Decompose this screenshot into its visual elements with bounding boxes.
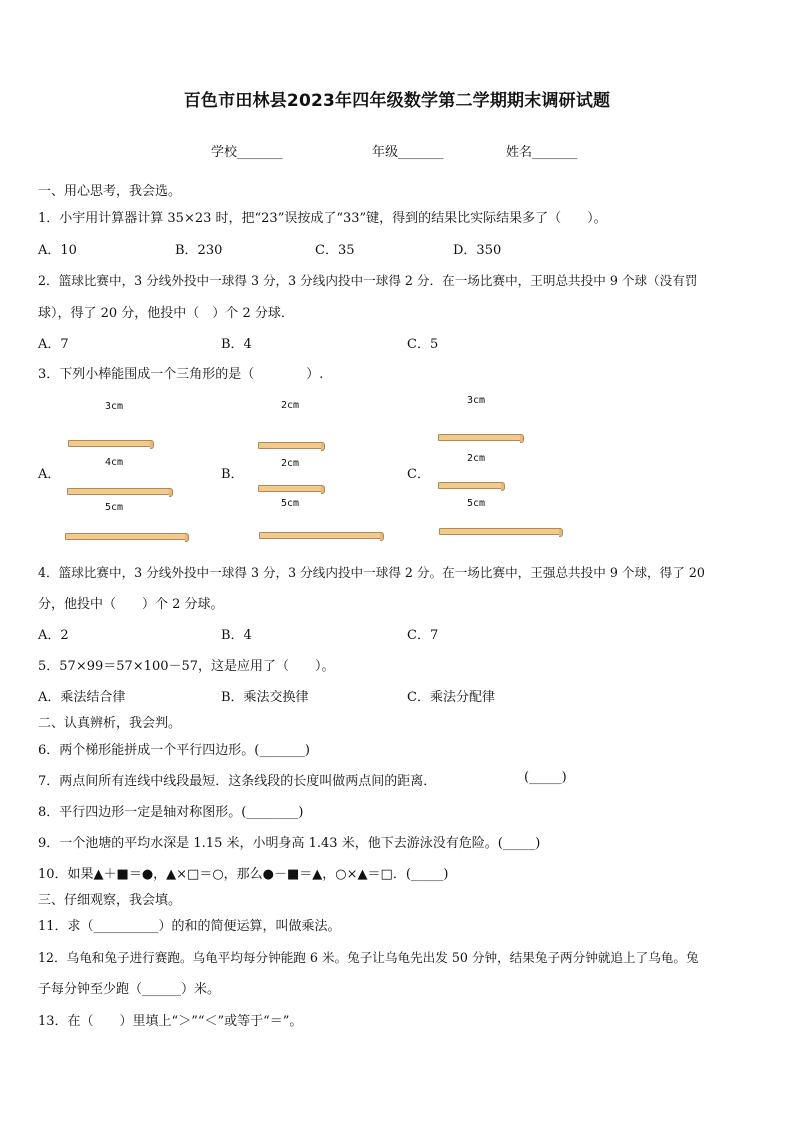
question-10: 10．如果▲＋■＝●，▲×□＝○，那么●－■＝▲，○×▲＝□．(_____): [38, 867, 449, 882]
q2-option-c: C．5: [407, 337, 439, 352]
question-9: 9．一个池塘的平均水深是 1.15 米，小明身高 1.43 米，他下去游泳没有危险。(_____): [38, 836, 541, 851]
q3-a-stick-2: [67, 488, 171, 495]
page-title: 百色市田林县2023年四年级数学第二学期期末调研试题: [183, 91, 611, 111]
q3-a-stick-1-length: 3cm: [105, 401, 124, 412]
question-1: 1．小宇用计算器计算 35×23 时，把“23”误按成了“33”键，得到的结果比实际结果多了（ ）。: [38, 211, 607, 226]
question-5: 5．57×99＝57×100－57，这是应用了（ ）。: [38, 659, 335, 674]
q3-c-stick-1-length: 3cm: [467, 395, 486, 406]
q2-option-a: A．7: [38, 337, 69, 352]
q3-option-a-label: A．: [38, 467, 61, 482]
q3-c-stick-1: [438, 434, 522, 441]
q4-option-b: B．4: [221, 628, 252, 643]
q3-c-stick-3-length: 5cm: [467, 498, 486, 509]
q1-option-c: C．35: [315, 243, 355, 258]
school-field: 学校_______: [211, 145, 283, 160]
question-8: 8．平行四边形一定是轴对称图形。(________): [38, 805, 304, 820]
q4-option-a: A．2: [38, 628, 69, 643]
question-3: 3．下列小棒能围成一个三角形的是（ ）.: [38, 367, 324, 382]
question-2-line-1: 2．篮球比赛中，3 分线外投中一球得 3 分，3 分线内投中一球得 2 分．在一场比赛中，王明总共投中 9 个球（没有罚: [38, 273, 698, 288]
q3-b-stick-2-length: 2cm: [281, 458, 300, 469]
q3-c-stick-3: [439, 528, 561, 535]
question-6: 6．两个梯形能拼成一个平行四边形。(_______): [38, 743, 310, 758]
q3-a-stick-1: [68, 440, 152, 447]
q1-option-a: A．10: [38, 243, 77, 258]
q4-option-c: C．7: [407, 628, 439, 643]
q5-option-a: A．乘法结合律: [38, 690, 126, 705]
section-1-heading: 一、用心思考，我会选。: [38, 184, 182, 199]
question-2-line-2: 球），得了 20 分，他投中（ ）个 2 分球．: [38, 306, 294, 321]
q3-b-stick-1: [258, 442, 323, 449]
question-4-line-2: 分，他投中（ ）个 2 分球。: [38, 597, 224, 612]
section-3-heading: 三、仔细观察，我会填。: [38, 893, 182, 908]
question-12-line-2: 子每分钟至少跑（______）米。: [38, 982, 221, 997]
question-4-line-1: 4．篮球比赛中，3 分线外投中一球得 3 分，3 分线内投中一球得 2 分。在一场比赛中，王强总共投中 9 个球，得了 20: [38, 565, 705, 580]
q3-c-stick-2: [438, 482, 503, 489]
q5-option-c: C．乘法分配律: [407, 690, 495, 705]
question-11: 11．求（__________）的和的简便运算，叫做乘法。: [38, 919, 341, 934]
q3-option-c-label: C．: [407, 467, 430, 482]
q3-c-stick-2-length: 2cm: [467, 453, 486, 464]
name-field: 姓名_______: [506, 145, 578, 160]
question-7-answer-blank: (_____): [524, 770, 567, 785]
q3-b-stick-2: [258, 485, 323, 492]
q3-a-stick-3: [65, 533, 187, 540]
q1-option-d: D．350: [453, 243, 502, 258]
q2-option-b: B．4: [221, 337, 252, 352]
q5-option-b: B．乘法交换律: [221, 690, 309, 705]
q3-b-stick-3-length: 5cm: [281, 498, 300, 509]
q3-b-stick-1-length: 2cm: [281, 400, 300, 411]
q3-b-stick-3: [259, 532, 382, 539]
section-2-heading: 二、认真辨析，我会判。: [38, 716, 182, 731]
question-13: 13．在（ ）里填上“＞”“＜”或等于“＝”。: [38, 1014, 303, 1029]
q3-a-stick-3-length: 5cm: [105, 502, 124, 513]
question-12-line-1: 12．乌龟和兔子进行赛跑。乌龟平均每分钟能跑 6 米。兔子让乌龟先出发 50 分钟，结果兔子两分钟就追上了乌龟。兔: [38, 950, 699, 965]
q3-option-b-label: B．: [221, 467, 244, 482]
q1-option-b: B．230: [175, 243, 223, 258]
q3-a-stick-2-length: 4cm: [105, 457, 124, 468]
grade-field: 年级_______: [372, 145, 444, 160]
question-7: 7．两点间所有连线中线段最短．这条线段的长度叫做两点间的距离．: [38, 774, 437, 789]
